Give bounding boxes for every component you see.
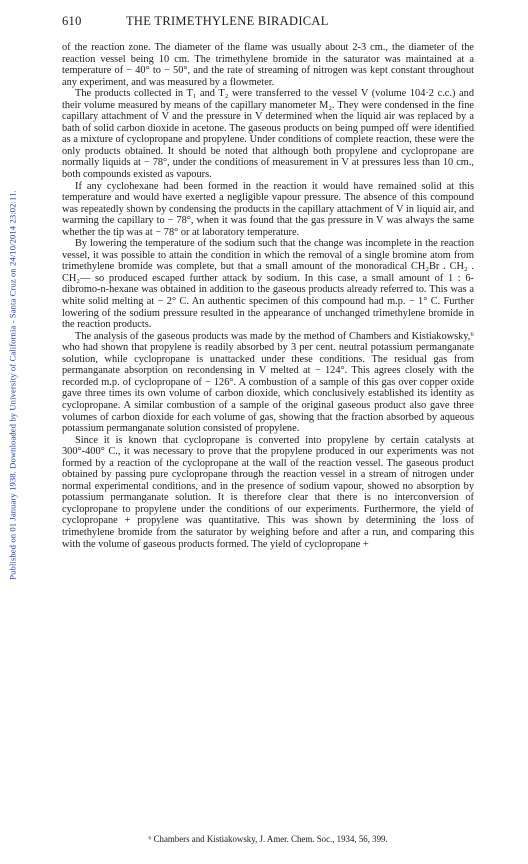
article-body — [62, 42, 474, 550]
paragraph-3: If any cyclohexane had been formed in the reaction it would have remained solid at this temperature and would have exerted a negligible vapour pressure. The absence of this compound was repeatedly shown by condensing the products in the capillary attachment of V in liquid air, and warming the capillary to − 78°, when it was found that the gas pressure in V was always the same whether the tip was at − 78° or at laboratory temperature. — [62, 180, 474, 238]
paragraph-6: Since it is known that cyclopropane is converted into propylene by certain catalysts at 300°-400° C., it was necessary to prove that the propylene produced in our experiments was not formed by a reaction of the cyclopropane at the wall of the reaction vessel. The gaseous product obtained by passing pure cyclopropane through the reaction vessel in a stream of nitrogen under normal experimental conditions, and in the presence of sodium vapour, showed no absorption by potassium permanganate solution. It is therefore clear that there is no interconversion of cyclopropane to propylene under the conditions of our experiments. Furthermore, the yield of cyclopropane + propylene was quantitative. This was shown by determining the loss of trimethylene bromide from the saturator by weighing before and after a run, and comparing this with the volume of gaseous products formed. The yield of cyclopropane + — [62, 434, 474, 550]
running-title: THE TRIMETHYLENE BIRADICAL — [126, 14, 329, 28]
page-number: 610 — [62, 14, 82, 28]
paragraph-1: of the reaction zone. The diameter of the flame was usually about 2-3 cm., the diameter of the reaction vessel being 10 cm. The trimethylene bromide in the saturator was maintained at a temperature of − 40° to − 50°, and the rate of streaming of nitrogen was kept constant throughout any experiment, and was measured by a flowmeter. — [62, 42, 474, 88]
download-notice-sidebar — [6, 60, 20, 710]
paragraph-5: The analysis of the gaseous products was made by the method of Chambers and Kistiakowsky,⁶ who had shown that propylene is readily absorbed by 3 per cent. neutral potassium permanganate solution, while cyclopropane is unattacked under these conditions. The residual gas from permanganate absorption on recondensing in V melted at − 124°. This agrees closely with the recorded m.p. of cyclopropane of − 126°. A combustion of a sample of this gas over copper oxide gave three times its own volume of carbon dioxide, which conclusively established its identity as cyclopropane. A similar combustion of a sample of the original gaseous product also gave three volumes of carbon dioxide for each volume of gas, showing that the fraction absorbed by aqueous potassium permanganate solution consisted of propylene. — [62, 330, 474, 435]
download-notice: Published on 01 January 1938. Downloaded by University of California - Santa Cruz on 24/10/2014 23:02:11. — [8, 190, 19, 580]
paragraph-4: By lowering the temperature of the sodium such that the change was incomplete in the reaction vessel, it was possible to attain the condition in which the removal of a single bromine atom from trimethylene bromide was complete, but that a small amount of the monoradical CH₂Br . CH₂ . CH₂— so produced escaped further attack by sodium. In this case, a small amount of 1 : 6-dibromo-n-hexane was obtained in addition to the gaseous products already referred to. This was a white solid melting at − 2° C. An authentic specimen of this compound had m.p. − 1° C. Further lowering of the sodium pressure resulted in the appearance of unchanged trimethylene bromide in the reaction products. — [62, 238, 474, 331]
footnote: ⁶ Chambers and Kistiakowsky, J. Amer. Chem. Soc., 1934, 56, 399. — [148, 834, 388, 844]
paragraph-2: The products collected in T₁ and T₂ were transferred to the vessel V (volume 104·2 c.c.) and their volume measured by means of the capillary manometer M₂. They were condensed in the fine capillary attachment of V and the pressure in V determined when the liquid air was replaced by a bath of solid carbon dioxide in acetone. The gaseous products on being pumped off were identified as a mixture of cyclopropane and propylene. Under conditions of complete reaction, these were the only products obtained. It should be noted that although both propylene and cyclopropane are normally liquids at − 78°, under the conditions of measurement in V at pressures less than 10 cm., both compounds existed as vapours. — [62, 88, 474, 181]
